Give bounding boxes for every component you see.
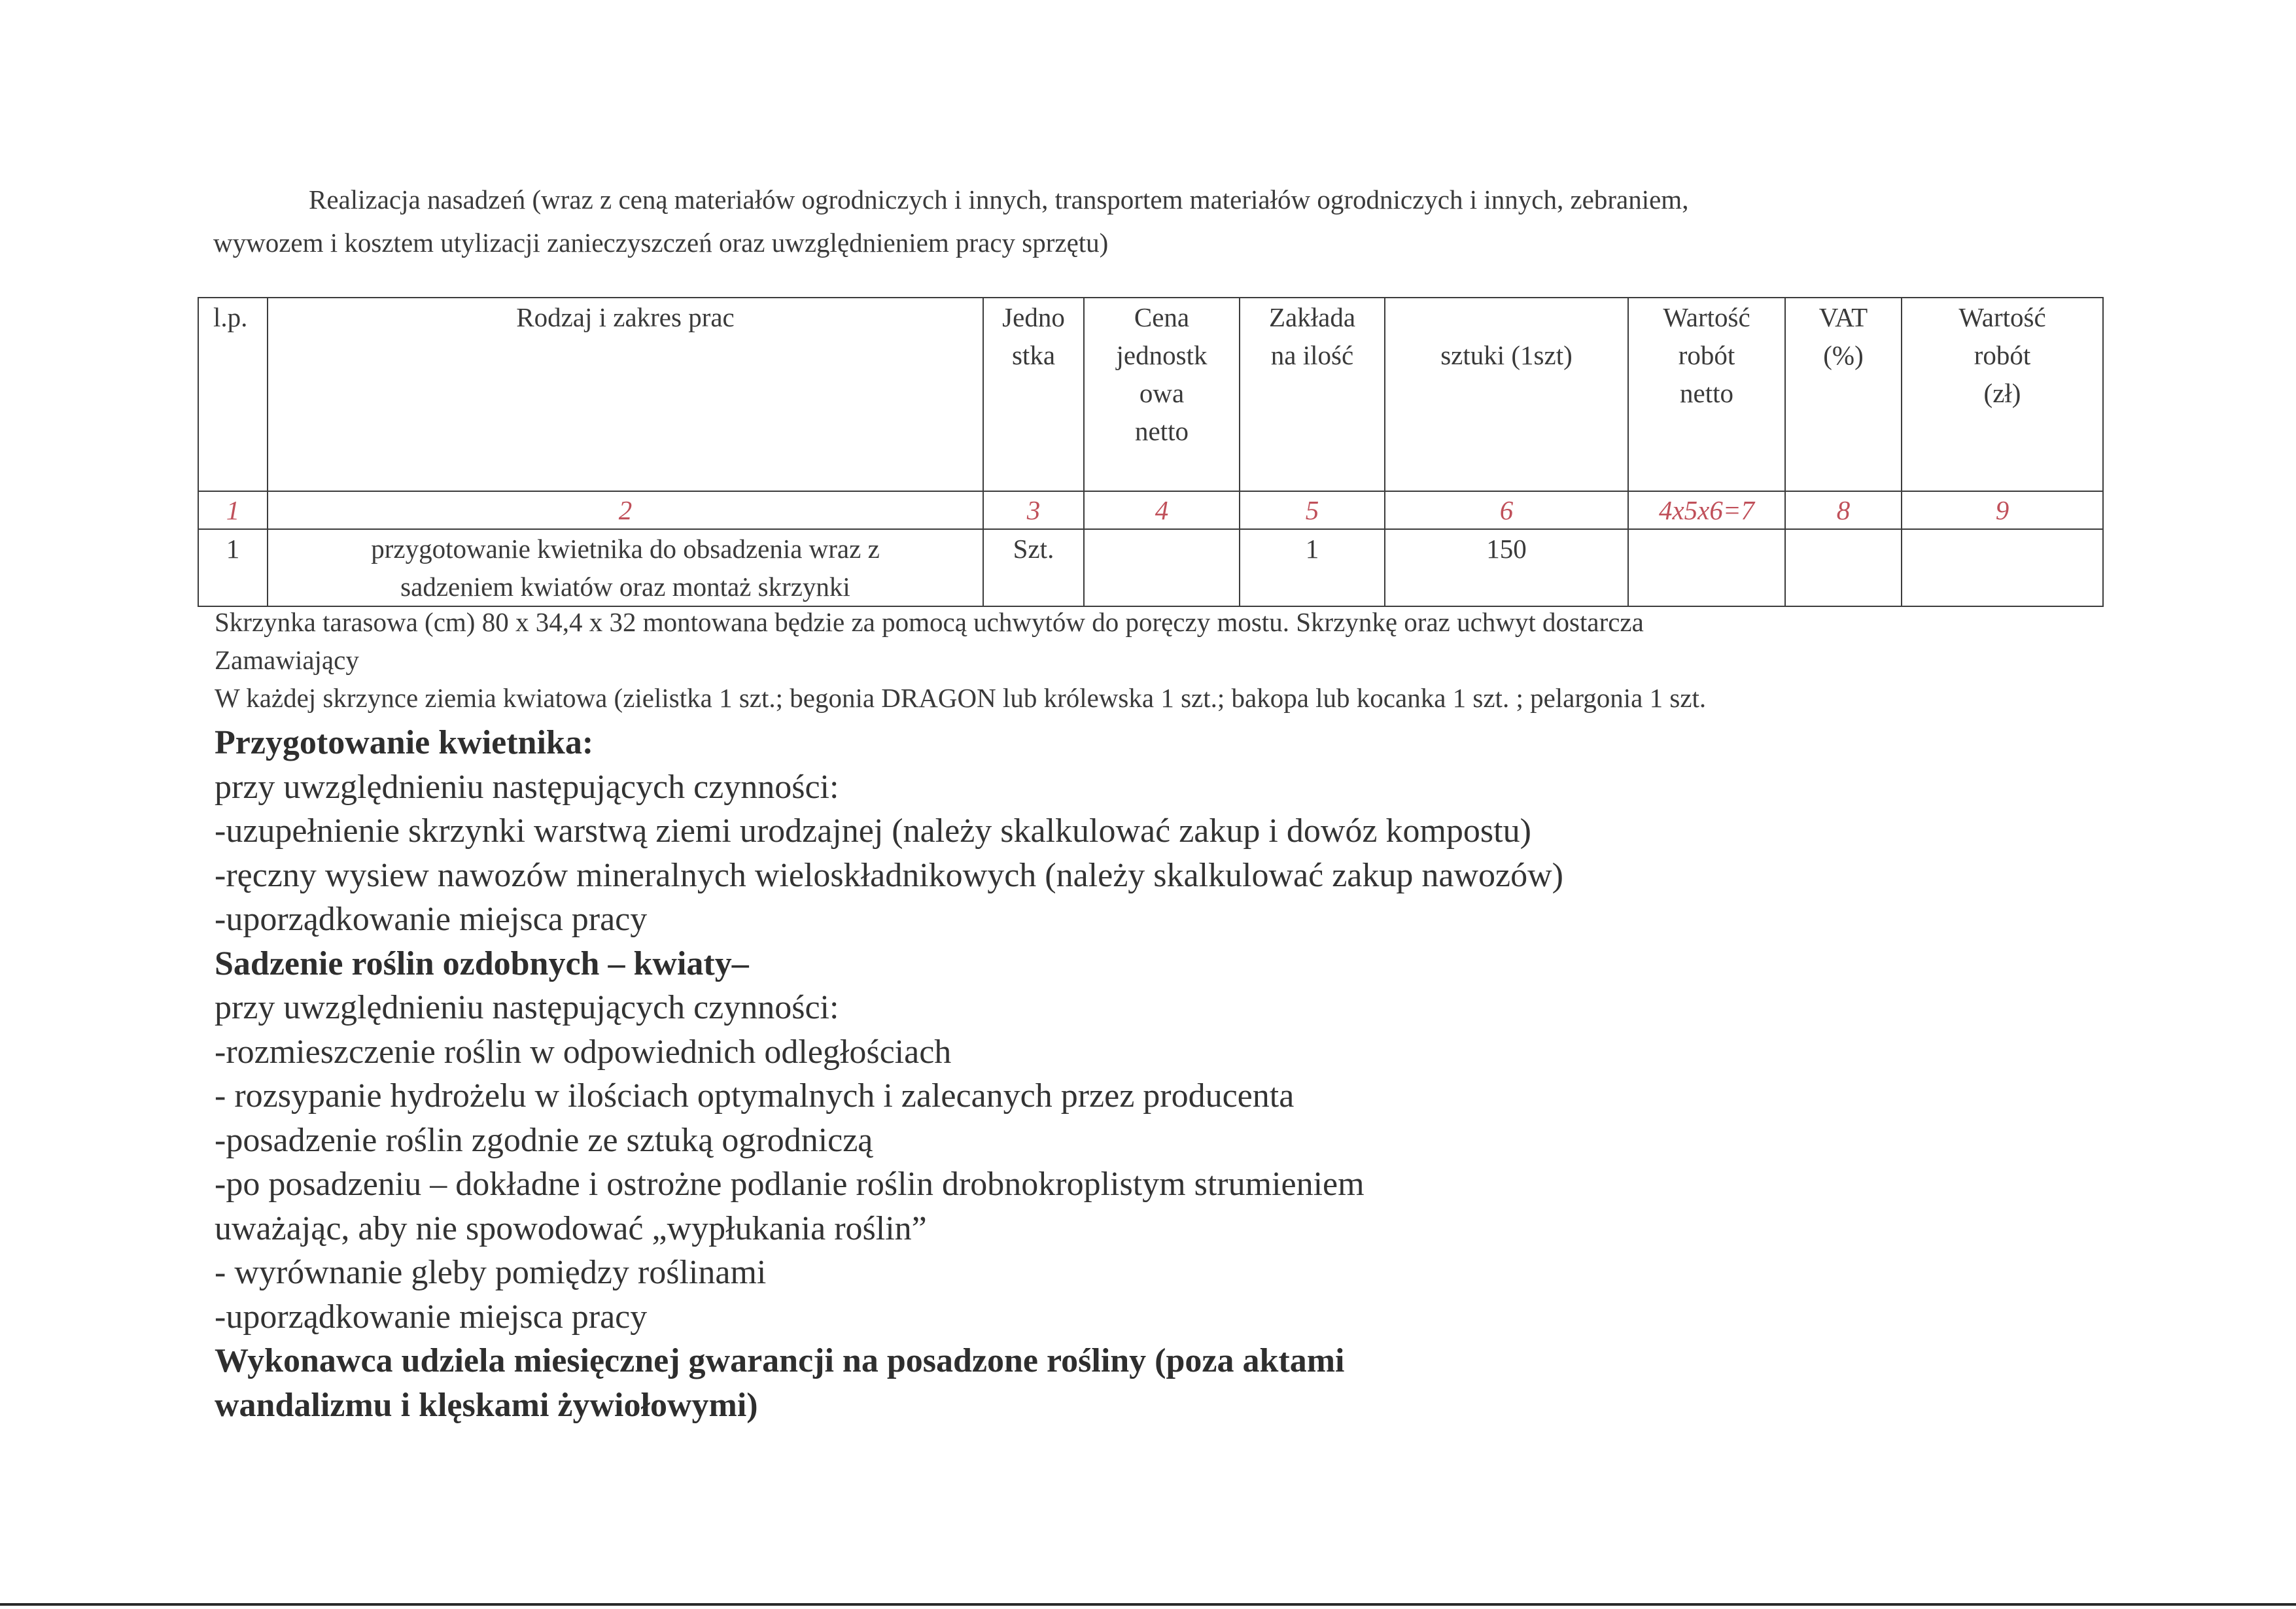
header-lp: l.p.	[198, 298, 268, 491]
column-number: 3	[983, 491, 1084, 529]
intro-line: wywozem i kosztem utylizacji zanieczyszczeń oraz uwzględnieniem pracy sprzętu)	[213, 228, 1109, 258]
row-quantity: 1	[1240, 529, 1385, 606]
cost-table	[198, 297, 2104, 607]
note-line: Skrzynka tarasowa (cm) 80 x 34,4 x 32 montowana będzie za pomocą uchwytów do poręczy mostu. Skrzynkę oraz uchwyt dostarcza	[215, 607, 1644, 637]
row-pieces: 150	[1385, 529, 1628, 606]
column-number: 1	[198, 491, 268, 529]
column-number-row	[198, 491, 2103, 529]
header-pieces: sztuki (1szt)	[1385, 298, 1628, 491]
row-unit: Szt.	[983, 529, 1084, 606]
intro-paragraph	[213, 178, 2045, 264]
body-line: -po posadzeniu – dokładne i ostrożne podlanie roślin drobnokroplistym strumieniem	[215, 1166, 1365, 1203]
table-header-row	[198, 298, 2103, 491]
body-line: -uporządkowanie miejsca pracy	[215, 901, 648, 938]
body-line: uważając, aby nie spowodować „wypłukania roślin”	[215, 1209, 927, 1247]
header-value: Wartość robót (zł)	[1902, 298, 2103, 491]
column-number: 2	[268, 491, 983, 529]
header-quantity: Zakłada na ilość	[1240, 298, 1385, 491]
body-line: -rozmieszczenie roślin w odpowiednich odległościach	[215, 1033, 952, 1071]
row-net-value	[1628, 529, 1785, 606]
bottom-edge-rule	[0, 1603, 2296, 1606]
body-line: Sadzenie roślin ozdobnych – kwiaty–	[215, 944, 749, 982]
header-net-value: Wartość robót netto	[1628, 298, 1785, 491]
row-unit-price	[1084, 529, 1240, 606]
table-row	[198, 529, 2103, 606]
note-line: W każdej skrzynce ziemia kwiatowa (zielistka 1 szt.; begonia DRAGON lub królewska 1 szt.; bakopa lub kocanka 1 szt. ; pelargonia 1 szt.	[215, 683, 1707, 713]
header-unit-price: Cena jednostk owa netto	[1084, 298, 1240, 491]
body-line: -uporządkowanie miejsca pracy	[215, 1298, 648, 1336]
body-line: -ręczny wysiew nawozów mineralnych wieloskładnikowych (należy skalkulować zakup nawozów)	[215, 856, 1563, 894]
body-text	[215, 721, 2112, 1427]
body-line: -posadzenie roślin zgodnie ze sztuką ogrodniczą	[215, 1121, 873, 1159]
body-line: -uzupełnienie skrzynki warstwą ziemi urodzajnej (należy skalkulować zakup i dowóz kompostu)	[215, 812, 1531, 850]
row-lp: 1	[198, 529, 268, 606]
notes-section	[215, 603, 2085, 717]
column-number: 5	[1240, 491, 1385, 529]
body-line: przy uwzględnieniu następujących czynności:	[215, 768, 839, 806]
header-vat: VAT (%)	[1785, 298, 1902, 491]
body-line: Przygotowanie kwietnika:	[215, 724, 594, 761]
header-work-type: Rodzaj i zakres prac	[268, 298, 983, 491]
note-line: Zamawiający	[215, 645, 359, 675]
row-value	[1902, 529, 2103, 606]
row-vat	[1785, 529, 1902, 606]
column-number: 6	[1385, 491, 1628, 529]
body-line: przy uwzględnieniu następujących czynności:	[215, 989, 839, 1026]
row-description: przygotowanie kwietnika do obsadzenia wraz z sadzeniem kwiatów oraz montaż skrzynki	[268, 529, 983, 606]
header-unit: Jedno stka	[983, 298, 1084, 491]
column-number: 8	[1785, 491, 1902, 529]
intro-line: Realizacja nasadzeń (wraz z ceną materiałów ogrodniczych i innych, transportem materiałów ogrodniczych i innych, zebraniem,	[309, 184, 1689, 215]
body-line: - rozsypanie hydrożelu w ilościach optymalnych i zalecanych przez producenta	[215, 1077, 1295, 1115]
column-number: 9	[1902, 491, 2103, 529]
column-number: 4x5x6=7	[1628, 491, 1785, 529]
body-line: Wykonawca udziela miesięcznej gwarancji na posadzone rośliny (poza aktami	[215, 1342, 1345, 1379]
body-line: wandalizmu i klęskami żywiołowymi)	[215, 1386, 758, 1424]
body-line: - wyrównanie gleby pomiędzy roślinami	[215, 1254, 767, 1291]
column-number: 4	[1084, 491, 1240, 529]
